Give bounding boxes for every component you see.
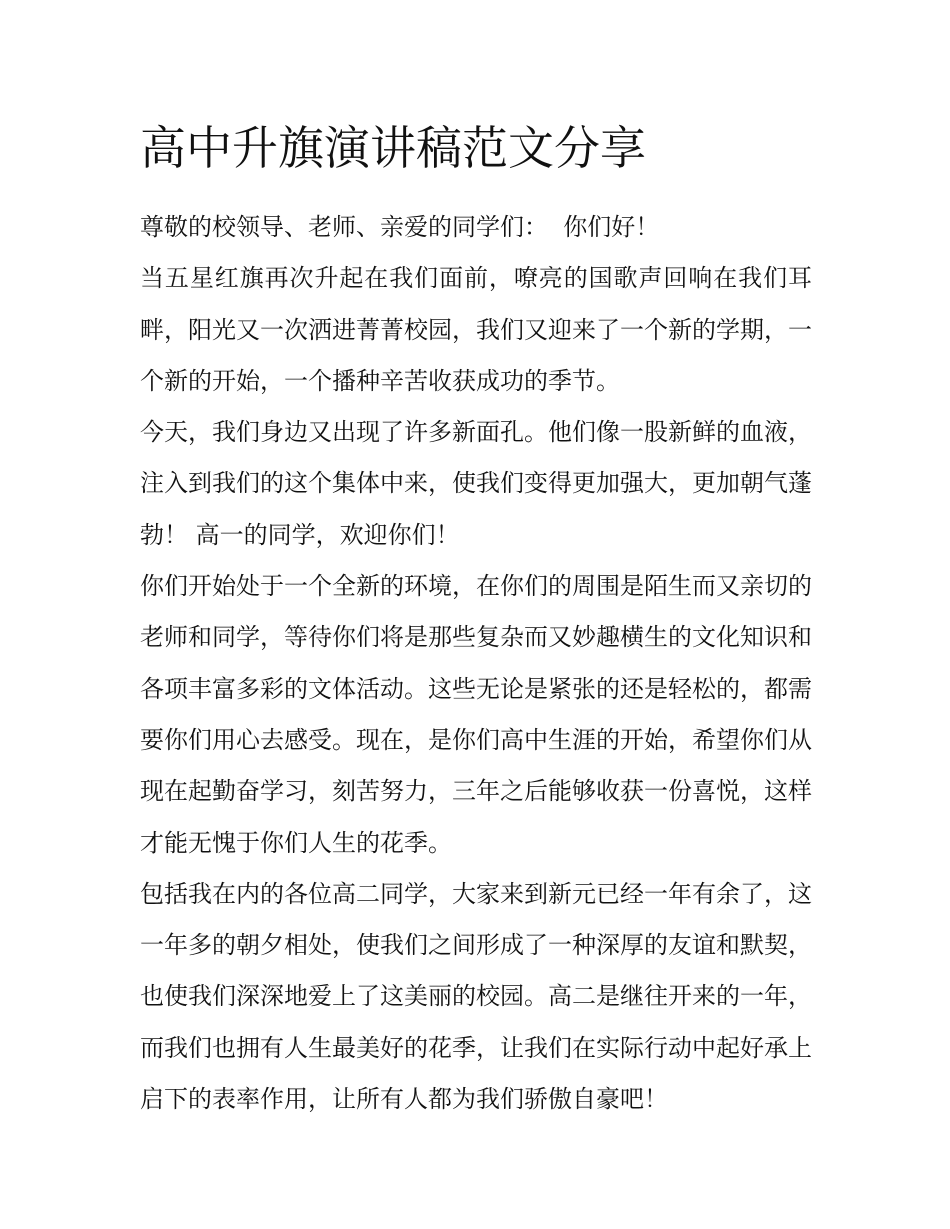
page-title: 高中升旗演讲稿范文分享 (140, 121, 646, 175)
paragraph-2: 今天，我们身边又出现了许多新面孔。他们像一股新鲜的血液，注入到我们的这个集体中来，使我们变得更加强大，更加朝气蓬勃！ 高一的同学，欢迎你们！ (140, 418, 812, 549)
paragraph-1: 当五星红旗再次升起在我们面前，嘹亮的国歌声回响在我们耳畔，阳光又一次洒进菁菁校园，我们又迎来了一个新的学期，一个新的开始，一个播种辛苦收获成功的季节。 (140, 264, 812, 395)
paragraph-greeting: 尊敬的校领导、老师、亲爱的同学们： 你们好！ (140, 213, 660, 241)
paragraph-4: 包括我在内的各位高二同学，大家来到新元已经一年有余了，这一年多的朝夕相处，使我们之间形成了一种深厚的友谊和默契，也使我们深深地爱上了这美丽的校园。高二是继往开来的一年，而我们也拥有人生最美好的花季，让我们在实际行动中起好承上启下的表率作用，让所有人都为我们骄傲自豪吧！ (140, 879, 812, 1114)
document-content (140, 112, 812, 1125)
paragraph-3: 你们开始处于一个全新的环境，在你们的周围是陌生而又亲切的老师和同学，等待你们将是那些复杂而又妙趣横生的文化知识和各项丰富多彩的文体活动。这些无论是紧张的还是轻松的，都需要你们用心去感受。现在，是你们高中生涯的开始，希望你们从现在起勤奋学习，刻苦努力，三年之后能够收获一份喜悦，这样才能无愧于你们人生的花季。 (140, 572, 812, 857)
document-body (140, 202, 812, 1125)
